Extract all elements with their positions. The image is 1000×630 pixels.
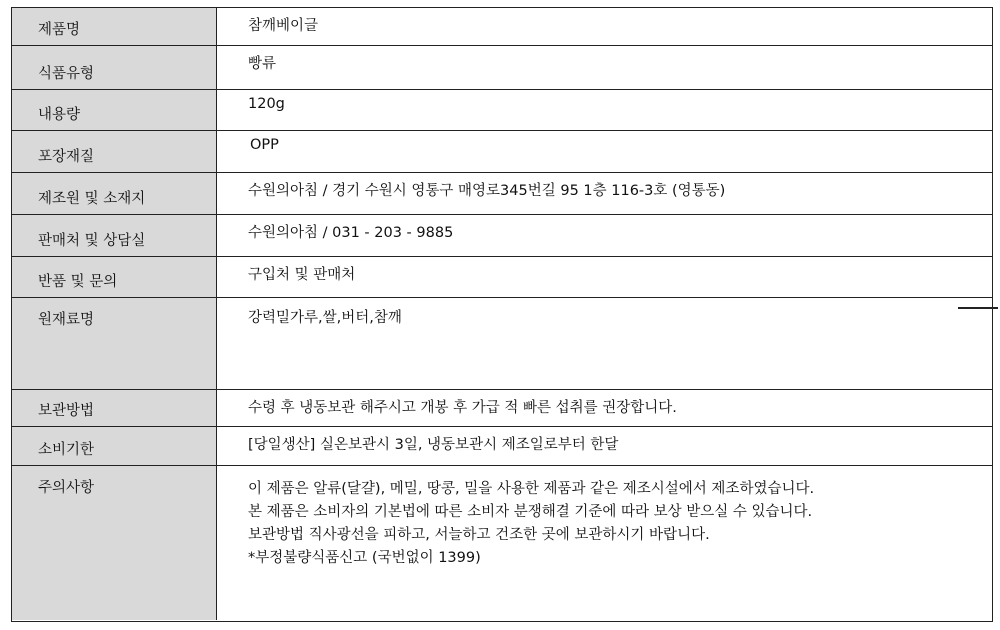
stray-divider-line (958, 307, 998, 309)
value-seller-contact: 수원의아침 / 031 - 203 - 9885 (248, 225, 454, 241)
value-food-type: 빵류 (248, 56, 277, 72)
label-seller-contact: 판매처 및 상담실 (12, 215, 217, 256)
value-manufacturer: 수원의아침 / 경기 수원시 영통구 매영로345번길 95 1층 116-3호 (영통동) (248, 183, 726, 199)
product-info-table (11, 7, 993, 622)
caution-line-storage: 보관방법 직사광선을 피하고, 서늘하고 건조한 곳에 보관하시기 바랍니다. (248, 527, 710, 543)
row-seller-contact (12, 215, 992, 257)
row-returns-inquiry (12, 257, 992, 298)
value-packaging-material: OPP (250, 137, 279, 153)
value-ingredients: 강력밀가루,쌀,버터,참깨 (248, 310, 402, 326)
label-storage-method: 보관방법 (12, 390, 217, 426)
row-net-weight (12, 90, 992, 131)
row-caution (12, 466, 992, 620)
label-food-type: 식품유형 (12, 46, 217, 89)
value-expiration: [당일생산] 실온보관시 3일, 냉동보관시 제조일로부터 한달 (248, 437, 619, 453)
row-product-name (12, 8, 992, 46)
label-returns-inquiry: 반품 및 문의 (12, 257, 217, 297)
value-net-weight: 120g (248, 96, 285, 112)
value-caution (217, 466, 992, 620)
caution-line-report: *부정불량식품신고 (국번없이 1399) (248, 550, 481, 566)
label-packaging-material: 포장재질 (12, 131, 217, 172)
label-product-name: 제품명 (12, 8, 217, 45)
label-ingredients: 원재료명 (12, 298, 217, 389)
value-returns-inquiry: 구입처 및 판매처 (248, 267, 356, 283)
row-food-type (12, 46, 992, 90)
label-caution: 주의사항 (12, 466, 217, 620)
row-storage-method (12, 390, 992, 427)
row-packaging-material (12, 131, 992, 173)
label-expiration: 소비기한 (12, 427, 217, 465)
value-product-name: 참깨베이글 (248, 18, 319, 34)
row-expiration (12, 427, 992, 466)
label-net-weight: 내용량 (12, 90, 217, 130)
caution-line-compensation: 본 제품은 소비자의 기본법에 따른 소비자 분쟁해결 기준에 따라 보상 받으실 수 있습니다. (248, 504, 813, 520)
label-manufacturer: 제조원 및 소재지 (12, 173, 217, 214)
value-storage-method: 수령 후 냉동보관 해주시고 개봉 후 가급 적 빠른 섭취를 권장합니다. (248, 400, 677, 416)
caution-line-allergy: 이 제품은 알류(달걀), 메밀, 땅콩, 밀을 사용한 제품과 같은 제조시설에서 제조하였습니다. (248, 481, 815, 497)
row-ingredients (12, 298, 992, 390)
row-manufacturer (12, 173, 992, 215)
